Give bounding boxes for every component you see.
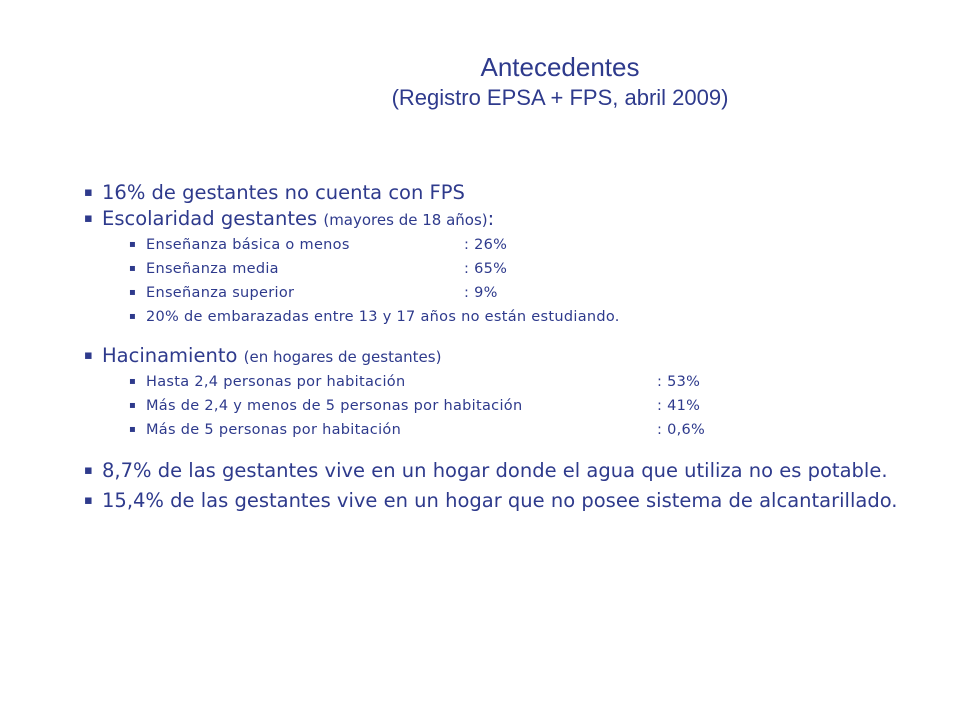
alcantarillado-text: 15,4% de las gestantes vive en un hogar que no posee sistema de alcantarillado. — [102, 489, 898, 512]
spacer — [84, 442, 914, 456]
square-bullet-icon: ▪ — [84, 463, 93, 478]
list-item — [84, 418, 914, 442]
content-list — [84, 180, 914, 516]
list-item — [84, 370, 914, 394]
square-bullet-icon: ▪ — [129, 287, 137, 298]
item-value: : 9% — [464, 285, 498, 301]
item-value: : 53% — [657, 374, 701, 390]
list-item — [84, 305, 914, 329]
hacinamiento-items — [84, 370, 914, 442]
square-bullet-icon: ▪ — [129, 239, 137, 250]
square-bullet-icon: ▪ — [129, 400, 137, 411]
page-subtitle: (Registro EPSA + FPS, abril 2009) — [391, 85, 729, 110]
item-value: : 41% — [657, 398, 701, 414]
escolaridad-heading: Escolaridad gestantes — [102, 207, 318, 230]
agua-text: 8,7% de las gestantes vive en un hogar donde el agua que utiliza no es potable. — [102, 459, 888, 482]
item-value: : 65% — [464, 261, 508, 277]
bullet-fps — [84, 180, 914, 206]
square-bullet-icon: ▪ — [129, 424, 137, 435]
item-value: : 26% — [464, 237, 508, 253]
escolaridad-colon: : — [487, 207, 495, 230]
list-item — [84, 257, 914, 281]
item-label: Hasta 2,4 personas por habitación — [146, 374, 406, 390]
list-item — [84, 394, 914, 418]
hacinamiento-heading: Hacinamiento — [102, 344, 238, 367]
item-label: Enseñanza superior — [146, 285, 295, 301]
square-bullet-icon: ▪ — [129, 376, 137, 387]
bullet-escolaridad — [84, 206, 914, 233]
page-title: Antecedentes — [480, 52, 640, 82]
square-bullet-icon: ▪ — [84, 348, 93, 363]
item-label: Enseñanza media — [146, 261, 279, 277]
bullet-alcantarillado — [84, 486, 914, 516]
bullet-agua — [84, 456, 914, 486]
title-block — [300, 50, 820, 112]
spacer — [84, 329, 914, 343]
list-item — [84, 233, 914, 257]
escolaridad-items — [84, 233, 914, 329]
square-bullet-icon: ▪ — [129, 311, 137, 322]
square-bullet-icon: ▪ — [84, 493, 93, 508]
escolaridad-note: 20% de embarazadas entre 13 y 17 años no están estudiando. — [146, 309, 620, 325]
hacinamiento-qualifier: (en hogares de gestantes) — [243, 348, 442, 366]
square-bullet-icon: ▪ — [84, 185, 93, 200]
escolaridad-qualifier: (mayores de 18 años) — [323, 211, 488, 229]
square-bullet-icon: ▪ — [84, 211, 93, 226]
item-label: Más de 2,4 y menos de 5 personas por habitación — [146, 398, 523, 414]
fps-text: 16% de gestantes no cuenta con FPS — [102, 181, 465, 204]
square-bullet-icon: ▪ — [129, 263, 137, 274]
bullet-hacinamiento — [84, 343, 914, 370]
item-label: Más de 5 personas por habitación — [146, 422, 402, 438]
item-label: Enseñanza básica o menos — [146, 237, 350, 253]
item-value: : 0,6% — [657, 422, 706, 438]
list-item — [84, 281, 914, 305]
